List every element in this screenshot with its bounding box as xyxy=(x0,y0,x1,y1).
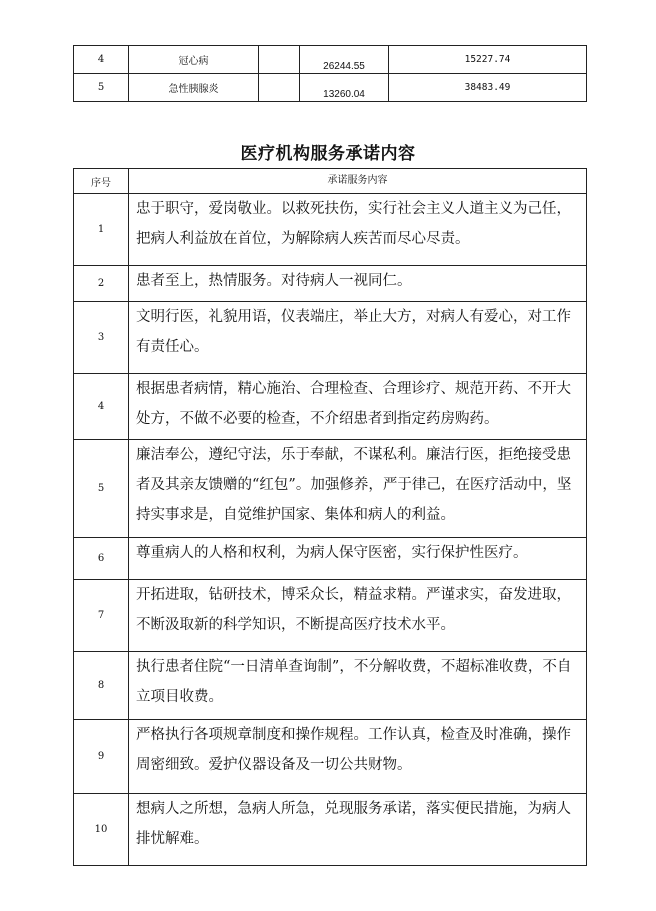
column-header-content: 承诺服务内容 xyxy=(129,169,587,194)
table-row xyxy=(74,720,587,794)
table-row xyxy=(74,46,587,74)
table-row xyxy=(74,374,587,440)
row-number: 3 xyxy=(74,302,129,374)
table-row xyxy=(74,266,587,302)
commitment-text: 想病人之所想，急病人所急，兑现服务承诺，落实便民措施，为病人排忧解难。 xyxy=(129,794,587,866)
commitment-text: 尊重病人的人格和权利，为病人保守医密，实行保护性医疗。 xyxy=(129,538,587,580)
cost-value: 13260.04 xyxy=(300,74,389,102)
table-row xyxy=(74,302,587,374)
row-number: 6 xyxy=(74,538,129,580)
page-title: 医疗机构服务承诺内容 xyxy=(240,144,416,164)
row-number: 9 xyxy=(74,720,129,794)
commitment-text: 文明行医，礼貌用语，仪表端庄，举止大方，对病人有爱心，对工作有责任心。 xyxy=(129,302,587,374)
cost-value: 38483.49 xyxy=(389,74,587,102)
service-commitment-table xyxy=(73,168,587,866)
table-row xyxy=(74,794,587,866)
cost-value: 26244.55 xyxy=(300,46,389,74)
commitment-text: 开拓进取，钻研技术，博采众长，精益求精。严谨求实，奋发进取，不断汲取新的科学知识，不断提高医疗技术水平。 xyxy=(129,580,587,652)
table-row xyxy=(74,580,587,652)
disease-name: 冠心病 xyxy=(129,46,259,74)
row-number: 5 xyxy=(74,440,129,538)
row-number: 7 xyxy=(74,580,129,652)
commitment-text: 根据患者病情，精心施治、合理检查、合理诊疗、规范开药、不开大处方，不做不必要的检查，不介绍患者到指定药房购药。 xyxy=(129,374,587,440)
table-row xyxy=(74,74,587,102)
empty-cell xyxy=(259,46,300,74)
empty-cell xyxy=(259,74,300,102)
disease-cost-table xyxy=(73,45,587,102)
row-number: 5 xyxy=(74,74,129,102)
table-header-row xyxy=(74,169,587,194)
cost-value: 15227.74 xyxy=(389,46,587,74)
commitment-text: 执行患者住院“一日清单查询制”，不分解收费，不超标准收费，不自立项目收费。 xyxy=(129,652,587,720)
row-number: 2 xyxy=(74,266,129,302)
column-header-number: 序号 xyxy=(74,169,129,194)
table-row xyxy=(74,652,587,720)
row-number: 10 xyxy=(74,794,129,866)
commitment-text: 患者至上，热情服务。对待病人一视同仁。 xyxy=(129,266,587,302)
row-number: 4 xyxy=(74,46,129,74)
commitment-text: 廉洁奉公，遵纪守法，乐于奉献，不谋私利。廉洁行医，拒绝接受患者及其亲友馈赠的“红包”。加强修养，严于律己，在医疗活动中，坚持实事求是，自觉维护国家、集体和病人的利益。 xyxy=(129,440,587,538)
row-number: 1 xyxy=(74,194,129,266)
row-number: 8 xyxy=(74,652,129,720)
commitment-text: 忠于职守，爱岗敬业。以救死扶伤，实行社会主义人道主义为己任，把病人利益放在首位，为解除病人疾苦而尽心尽责。 xyxy=(129,194,587,266)
table-row xyxy=(74,440,587,538)
disease-name: 急性胰腺炎 xyxy=(129,74,259,102)
table-row xyxy=(74,194,587,266)
row-number: 4 xyxy=(74,374,129,440)
table-row xyxy=(74,538,587,580)
commitment-text: 严格执行各项规章制度和操作规程。工作认真，检查及时准确，操作周密细致。爱护仪器设备及一切公共财物。 xyxy=(129,720,587,794)
